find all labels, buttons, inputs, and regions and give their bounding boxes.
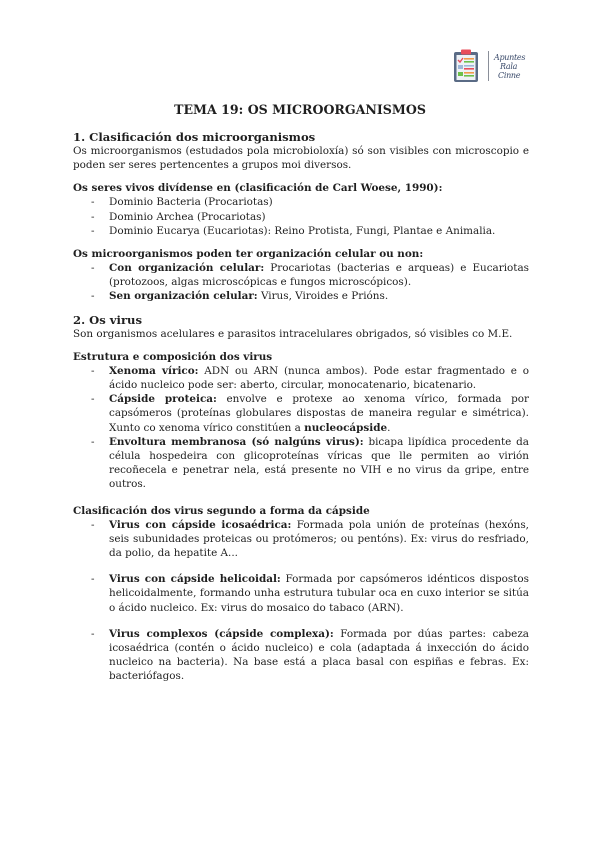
bullet-list xyxy=(73,261,529,304)
list-item xyxy=(73,518,529,561)
list-item xyxy=(73,392,529,435)
list-item-term: Virus con cápside icosaédrica: xyxy=(109,518,292,531)
list-item xyxy=(73,364,529,392)
list-item-term: Con organización celular: xyxy=(109,262,265,275)
list-item-text: Formada pola unión de proteínas (hexóns, seis subunidades proteicas ou protómeros; ou pentóns). Ex: virus do resfriado, da polio, da hepatite A... xyxy=(109,518,529,560)
dash-bullet: - xyxy=(91,435,95,448)
clipboard-checklist-icon xyxy=(452,48,482,84)
dash-bullet: - xyxy=(91,627,95,640)
list-item-term: Xenoma vírico: xyxy=(109,364,199,377)
list-item-term: Cápside proteica: xyxy=(109,393,217,406)
logo xyxy=(452,46,562,86)
bullet-list xyxy=(73,195,529,238)
list-item-text: envolve e protexe ao xenoma vírico, formada por capsómeros (proteínas globulares dispostas de maneira regular e simétrica). Xunto co xenoma vírico constitúen a xyxy=(109,393,530,434)
dash-bullet: - xyxy=(91,393,95,406)
dash-bullet: - xyxy=(91,518,95,531)
logo-text xyxy=(494,53,525,80)
paragraph: Son organismos acelulares e parasitos intracelulares obrigados, só visibles co M.E. xyxy=(73,327,513,340)
logo-divider xyxy=(488,51,489,81)
dash-bullet: - xyxy=(91,210,95,223)
list-item xyxy=(73,572,529,615)
list-item-text: bicapa lipídica procedente da célula hospedeira con glicoproteínas víricas que lle permiten ao virión recoñecela e penetrar nela, está presente no VIH e no virus da gripe, entre outros. xyxy=(109,435,529,491)
paragraph: Os microorganismos (estudados pola microbioloxía) só son visibles con microscopio e poden ser seres pertencentes a grupos moi diversos. xyxy=(73,145,529,172)
list-item-term: Envoltura membranosa (só nalgúns virus): xyxy=(109,435,364,448)
list-item-text: ADN ou ARN (nunca ambos). Pode estar fragmentado e o ácido nucleico pode ser: aberto, circular, monocatenario, bicatenario. xyxy=(109,364,529,392)
list-item-text: Formada por dúas partes: cabeza icosaédrica (contén o ácido nucleico) e cola (adaptada á inxección do ácido nucleico na bacteria). Na base está a placa basal con espiñas e febras. Ex: bacteriófagos. xyxy=(109,627,529,683)
dash-bullet: - xyxy=(91,573,95,586)
list-item-text: Procariotas (bacterias e arqueas) e Eucariotas (protozoos, algas microscópicas e fungos microscópicos). xyxy=(109,262,529,289)
subsection-heading: Clasificación dos virus segundo a forma da cápside xyxy=(73,504,370,517)
list-item xyxy=(73,261,529,289)
subsection-heading: Os microorganismos poden ter organización celular ou non: xyxy=(73,248,424,261)
dash-bullet: - xyxy=(91,262,95,275)
list-item-term: Virus con cápside helicoidal: xyxy=(109,573,281,586)
list-item-text: Dominio Archea (Procariotas) xyxy=(109,210,266,223)
list-item-text: Virus, Viroides e Prións. xyxy=(257,290,389,303)
document-body xyxy=(73,130,529,684)
list-item-term: Sen organización celular: xyxy=(109,290,258,303)
list-item-text: Dominio Bacteria (Procariotas) xyxy=(109,196,273,209)
list-item xyxy=(73,195,529,209)
list-item-term: Virus complexos (cápside complexa): xyxy=(109,627,334,640)
dash-bullet: - xyxy=(91,196,95,209)
list-item xyxy=(73,224,529,238)
section-heading: 2. Os virus xyxy=(73,312,143,327)
list-item-text: Dominio Eucarya (Eucariotas): Reino Protista, Fungi, Plantae e Animalia. xyxy=(109,224,496,237)
logo-text-line: Rala xyxy=(500,61,518,71)
dash-bullet: - xyxy=(91,364,95,377)
logo-text-line: Cinne xyxy=(498,70,521,80)
logo-text-line: Apuntes xyxy=(494,52,526,62)
dash-bullet: - xyxy=(91,224,95,237)
page-title: TEMA 19: OS MICROORGANISMOS xyxy=(174,102,426,117)
list-item xyxy=(73,289,529,303)
list-item-text: . xyxy=(387,421,391,434)
bullet-list xyxy=(73,518,529,684)
list-item-text: Formada por capsómeros idénticos dispostos helicoidalmente, formando unha estrutura tubular oca en cuxo interior se sitúa o ácido nucleico. Ex: virus do mosaico do tabaco (ARN). xyxy=(109,573,529,614)
list-item xyxy=(73,627,529,684)
list-item xyxy=(73,210,529,224)
subsection-heading: Estrutura e composición dos virus xyxy=(73,350,273,363)
section-heading: 1. Clasificación dos microorganismos xyxy=(73,130,316,144)
dash-bullet: - xyxy=(91,290,95,303)
bullet-list xyxy=(73,364,529,492)
list-item-term: nucleocápside xyxy=(304,421,388,434)
list-item xyxy=(73,435,529,492)
subsection-heading: Os seres vivos divídense en (clasificación de Carl Woese, 1990): xyxy=(73,182,443,195)
